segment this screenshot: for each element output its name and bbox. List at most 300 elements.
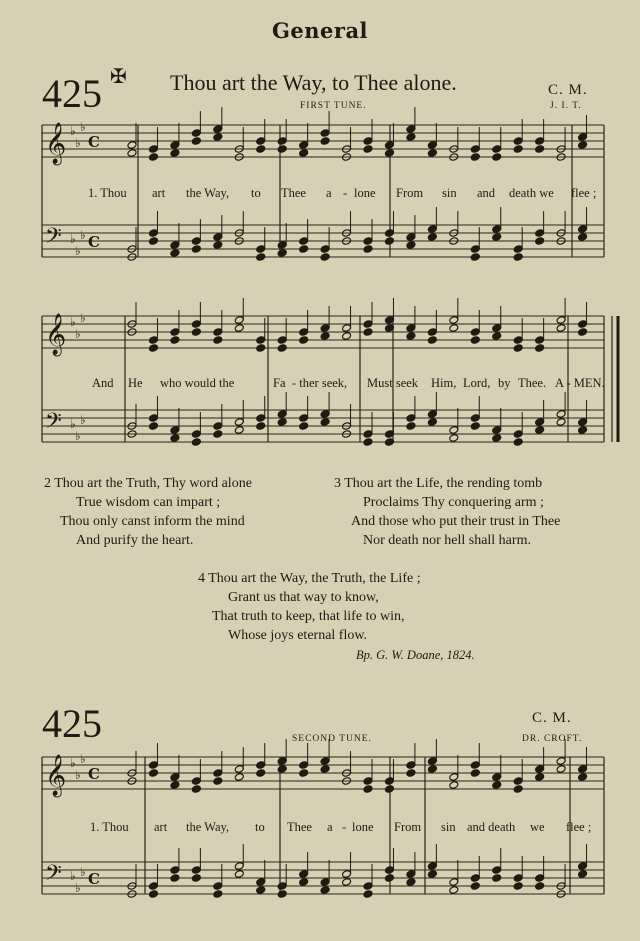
note-head <box>320 137 330 146</box>
note-head <box>363 145 373 154</box>
note-head <box>513 882 523 891</box>
note-head <box>299 141 309 150</box>
note-head <box>320 332 330 341</box>
lyric-word: - <box>342 820 347 834</box>
note-head <box>363 890 373 899</box>
note-head <box>320 765 330 774</box>
note-head <box>492 781 502 790</box>
common-time-icon: C <box>88 133 100 151</box>
lyric-word: - ther seek, <box>292 376 348 390</box>
note-head <box>406 133 416 142</box>
note-head <box>556 765 566 774</box>
note-head <box>535 418 545 427</box>
note-head <box>578 418 588 427</box>
note-head <box>384 785 394 794</box>
note-head <box>277 418 287 427</box>
flat-icon: ♭ <box>75 136 81 150</box>
note-head <box>191 137 201 146</box>
flat-icon: ♭ <box>80 120 86 134</box>
common-time-icon: C <box>88 765 100 783</box>
flat-icon: ♭ <box>75 327 81 341</box>
flat-icon: ♭ <box>75 244 81 258</box>
note-head <box>256 245 266 254</box>
note-head <box>170 141 180 150</box>
note-head <box>384 237 394 246</box>
note-head <box>363 137 373 146</box>
note-head <box>470 336 480 345</box>
note-head <box>384 229 394 238</box>
note-head <box>492 874 502 883</box>
note-head <box>427 328 437 337</box>
composer: J. I. T. <box>550 101 582 111</box>
note-head <box>535 145 545 154</box>
note-head <box>170 781 180 790</box>
lyric-word: Him, <box>431 376 457 390</box>
hymn-meter-2: C. M. <box>532 710 572 726</box>
note-head <box>470 761 480 770</box>
note-head <box>363 430 373 439</box>
note-head <box>191 320 201 329</box>
note-head <box>170 426 180 435</box>
note-head <box>277 336 287 345</box>
note-head <box>578 870 588 879</box>
verse-line: Nor death nor hell shall harm. <box>363 533 531 548</box>
note-head <box>470 422 480 431</box>
note-head <box>277 890 287 899</box>
verse-line: And purify the heart. <box>76 533 194 548</box>
note-head <box>299 336 309 345</box>
bass-clef-icon: 𝄢 <box>45 224 62 254</box>
flat-icon: ♭ <box>75 881 81 895</box>
note-head <box>170 149 180 158</box>
note-head <box>320 886 330 895</box>
note-head <box>470 874 480 883</box>
note-head <box>320 410 330 419</box>
note-head <box>449 324 459 333</box>
note-head <box>363 438 373 447</box>
note-head <box>578 225 588 234</box>
note-head <box>170 241 180 250</box>
flat-icon: ♭ <box>70 232 76 246</box>
note-head <box>127 141 137 150</box>
note-head <box>148 145 158 154</box>
note-head <box>213 233 223 242</box>
flat-icon: ♭ <box>70 756 76 770</box>
note-head <box>148 229 158 238</box>
note-head <box>299 245 309 254</box>
hymn-number: 425 <box>42 71 102 116</box>
note-head <box>535 344 545 353</box>
note-head <box>148 336 158 345</box>
note-head <box>427 870 437 879</box>
note-head <box>148 769 158 778</box>
lyric-word: sin <box>442 186 457 200</box>
note-head <box>427 757 437 766</box>
lyric-word: - <box>343 186 348 200</box>
hymn-meter: C. M. <box>548 82 588 98</box>
bass-clef-icon: 𝄢 <box>45 861 62 891</box>
cross-mark: ✠ <box>110 66 127 88</box>
note-head <box>513 777 523 786</box>
note-head <box>363 777 373 786</box>
flat-icon: ♭ <box>70 315 76 329</box>
note-head <box>277 410 287 419</box>
note-head <box>234 862 244 871</box>
flat-icon: ♭ <box>75 768 81 782</box>
note-head <box>384 866 394 875</box>
verse-line: Proclaims Thy conquering arm ; <box>363 495 544 510</box>
note-head <box>191 237 201 246</box>
section-header: General <box>271 18 369 43</box>
note-head <box>213 890 223 899</box>
note-head <box>578 133 588 142</box>
note-head <box>578 141 588 150</box>
note-head <box>256 878 266 887</box>
note-head <box>213 769 223 778</box>
note-head <box>535 773 545 782</box>
note-head <box>470 414 480 423</box>
note-head <box>535 426 545 435</box>
note-head <box>384 777 394 786</box>
note-head <box>449 426 459 435</box>
flat-icon: ♭ <box>80 752 86 766</box>
lyric-word: Thee <box>281 186 306 200</box>
note-head <box>427 336 437 345</box>
note-head <box>427 410 437 419</box>
lyric-word: a <box>327 820 333 834</box>
note-head <box>148 237 158 246</box>
note-head <box>256 886 266 895</box>
note-head <box>556 757 566 766</box>
note-head <box>320 245 330 254</box>
note-head <box>449 434 459 443</box>
common-time-icon: C <box>88 233 100 251</box>
note-head <box>299 414 309 423</box>
hymn-number-2: 425 <box>42 701 102 746</box>
lyric-word: by <box>498 376 511 390</box>
note-head <box>277 137 287 146</box>
note-head <box>513 336 523 345</box>
note-head <box>535 237 545 246</box>
note-head <box>170 336 180 345</box>
note-head <box>170 773 180 782</box>
note-head <box>299 761 309 770</box>
note-head <box>277 249 287 258</box>
note-head <box>406 769 416 778</box>
lyric-word: Fa <box>273 376 286 390</box>
note-head <box>492 866 502 875</box>
note-head <box>256 336 266 345</box>
lyric-word: to <box>255 820 265 834</box>
note-head <box>492 332 502 341</box>
lyric-word: 1. Thou <box>88 186 127 200</box>
note-head <box>277 344 287 353</box>
note-head <box>406 125 416 134</box>
note-head <box>148 761 158 770</box>
lyric-word: art <box>154 820 168 834</box>
note-head <box>213 328 223 337</box>
note-head <box>470 245 480 254</box>
note-head <box>427 862 437 871</box>
verse-line: Thou only canst inform the mind <box>60 514 245 529</box>
lyric-word: From <box>394 820 422 834</box>
note-head <box>363 237 373 246</box>
composer-2: DR. CROFT. <box>522 734 583 744</box>
note-head <box>234 870 244 879</box>
note-head <box>513 344 523 353</box>
note-head <box>234 765 244 774</box>
note-head <box>556 316 566 325</box>
note-head <box>427 418 437 427</box>
note-head <box>256 422 266 431</box>
note-head <box>427 141 437 150</box>
lyric-word: and death <box>467 820 516 834</box>
note-head <box>492 153 502 162</box>
note-head <box>406 761 416 770</box>
note-head <box>513 137 523 146</box>
note-head <box>449 773 459 782</box>
note-head <box>406 241 416 250</box>
lyric-word: flee ; <box>571 186 597 200</box>
lyric-word: lone <box>352 820 374 834</box>
note-head <box>148 414 158 423</box>
lyric-word: He <box>128 376 143 390</box>
tune-label-2: SECOND TUNE. <box>292 734 372 744</box>
note-head <box>299 422 309 431</box>
note-head <box>170 874 180 883</box>
treble-clef-icon: 𝄞 <box>45 123 67 164</box>
note-head <box>256 344 266 353</box>
note-head <box>299 878 309 887</box>
note-head <box>363 785 373 794</box>
note-head <box>256 769 266 778</box>
note-head <box>535 765 545 774</box>
note-head <box>191 874 201 883</box>
note-head <box>513 785 523 794</box>
note-head <box>535 336 545 345</box>
note-head <box>170 328 180 337</box>
lyric-word: to <box>251 186 261 200</box>
flat-icon: ♭ <box>80 228 86 242</box>
note-head <box>513 430 523 439</box>
note-head <box>191 245 201 254</box>
note-head <box>556 410 566 419</box>
note-head <box>213 882 223 891</box>
note-head <box>277 882 287 891</box>
verse-line: 2 Thou art the Truth, Thy word alone <box>44 476 252 491</box>
note-head <box>406 332 416 341</box>
note-head <box>191 777 201 786</box>
lyric-word: flee ; <box>566 820 592 834</box>
note-head <box>449 886 459 895</box>
note-head <box>148 344 158 353</box>
note-head <box>256 145 266 154</box>
note-head <box>406 233 416 242</box>
note-head <box>213 133 223 142</box>
note-head <box>277 241 287 250</box>
note-head <box>556 418 566 427</box>
note-head <box>170 866 180 875</box>
note-head <box>406 414 416 423</box>
note-head <box>213 777 223 786</box>
note-head <box>535 882 545 891</box>
note-head <box>556 324 566 333</box>
note-head <box>492 434 502 443</box>
note-head <box>320 757 330 766</box>
lyric-word: Lord, <box>463 376 491 390</box>
note-head <box>578 765 588 774</box>
lyric-word: we <box>530 820 545 834</box>
note-head <box>320 418 330 427</box>
note-head <box>277 757 287 766</box>
note-head <box>299 870 309 879</box>
note-head <box>513 245 523 254</box>
verse-line: That truth to keep, that life to win, <box>212 609 405 624</box>
note-head <box>470 153 480 162</box>
note-head <box>363 882 373 891</box>
note-head <box>427 149 437 158</box>
note-head <box>148 422 158 431</box>
note-head <box>191 328 201 337</box>
note-head <box>384 149 394 158</box>
note-head <box>127 149 137 158</box>
lyric-word: Must seek <box>367 376 419 390</box>
note-head <box>277 765 287 774</box>
lyric-word: the Way, <box>186 186 230 200</box>
lyric-word: death we <box>509 186 554 200</box>
note-head <box>492 773 502 782</box>
hymn-author: Bp. G. W. Doane, 1824. <box>356 648 475 662</box>
tune-label: FIRST TUNE. <box>300 101 367 111</box>
note-head <box>578 320 588 329</box>
verse-line: True wisdom can impart ; <box>76 495 221 510</box>
treble-clef-icon: 𝄞 <box>45 755 67 796</box>
note-head <box>213 430 223 439</box>
note-head <box>427 225 437 234</box>
flat-icon: ♭ <box>80 865 86 879</box>
note-head <box>492 233 502 242</box>
lyric-word: a <box>326 186 332 200</box>
note-head <box>406 324 416 333</box>
lyric-word: Thee. <box>518 376 547 390</box>
note-head <box>320 129 330 138</box>
note-head <box>578 426 588 435</box>
note-head <box>449 316 459 325</box>
lyric-word: the Way, <box>186 820 230 834</box>
note-head <box>234 324 244 333</box>
note-head <box>191 438 201 447</box>
note-head <box>492 426 502 435</box>
treble-clef-icon: 𝄞 <box>45 314 67 355</box>
bass-clef-icon: 𝄢 <box>45 409 62 439</box>
note-head <box>492 324 502 333</box>
note-head <box>513 874 523 883</box>
note-head <box>470 145 480 154</box>
lyric-word: lone <box>354 186 376 200</box>
note-head <box>342 878 352 887</box>
note-head <box>384 141 394 150</box>
note-head <box>535 229 545 238</box>
note-head <box>449 878 459 887</box>
note-head <box>449 781 459 790</box>
lyric-word: art <box>152 186 166 200</box>
flat-icon: ♭ <box>80 413 86 427</box>
note-head <box>148 882 158 891</box>
lyric-word: and <box>477 186 496 200</box>
note-head <box>535 874 545 883</box>
verse-line: Grant us that way to know, <box>228 590 379 605</box>
flat-icon: ♭ <box>80 311 86 325</box>
note-head <box>513 438 523 447</box>
note-head <box>470 328 480 337</box>
note-head <box>342 324 352 333</box>
note-head <box>213 125 223 134</box>
note-head <box>277 145 287 154</box>
note-head <box>320 324 330 333</box>
lyric-word: Thee <box>287 820 312 834</box>
note-head <box>170 249 180 258</box>
note-head <box>191 430 201 439</box>
note-head <box>213 422 223 431</box>
common-time-icon: C <box>88 870 100 888</box>
note-head <box>384 874 394 883</box>
note-head <box>513 145 523 154</box>
note-head <box>213 336 223 345</box>
note-head <box>170 434 180 443</box>
verse-line: And those who put their trust in Thee <box>351 514 561 529</box>
note-head <box>148 153 158 162</box>
note-head <box>234 316 244 325</box>
hymn-title: Thou art the Way, to Thee alone. <box>170 70 457 95</box>
note-head <box>256 253 266 262</box>
note-head <box>427 765 437 774</box>
note-head <box>470 253 480 262</box>
note-head <box>406 870 416 879</box>
note-head <box>191 785 201 794</box>
lyric-word: 1. Thou <box>90 820 129 834</box>
note-head <box>320 878 330 887</box>
note-head <box>513 253 523 262</box>
note-head <box>256 414 266 423</box>
note-head <box>256 137 266 146</box>
verse-line: 3 Thou art the Life, the rending tomb <box>334 476 543 491</box>
flat-icon: ♭ <box>70 417 76 431</box>
lyric-word: From <box>396 186 424 200</box>
note-head <box>363 328 373 337</box>
note-head <box>342 870 352 879</box>
note-head <box>234 418 244 427</box>
note-head <box>148 890 158 899</box>
flat-icon: ♭ <box>70 124 76 138</box>
note-head <box>578 233 588 242</box>
note-head <box>299 237 309 246</box>
note-head <box>234 426 244 435</box>
note-head <box>578 328 588 337</box>
lyric-word: And <box>92 376 114 390</box>
note-head <box>234 773 244 782</box>
note-head <box>492 145 502 154</box>
lyric-word: sin <box>441 820 456 834</box>
verse-line: Whose joys eternal flow. <box>228 628 368 643</box>
note-head <box>299 328 309 337</box>
note-head <box>191 129 201 138</box>
flat-icon: ♭ <box>75 429 81 443</box>
note-head <box>492 225 502 234</box>
note-head <box>578 862 588 871</box>
note-head <box>256 761 266 770</box>
note-head <box>191 866 201 875</box>
note-head <box>363 245 373 254</box>
